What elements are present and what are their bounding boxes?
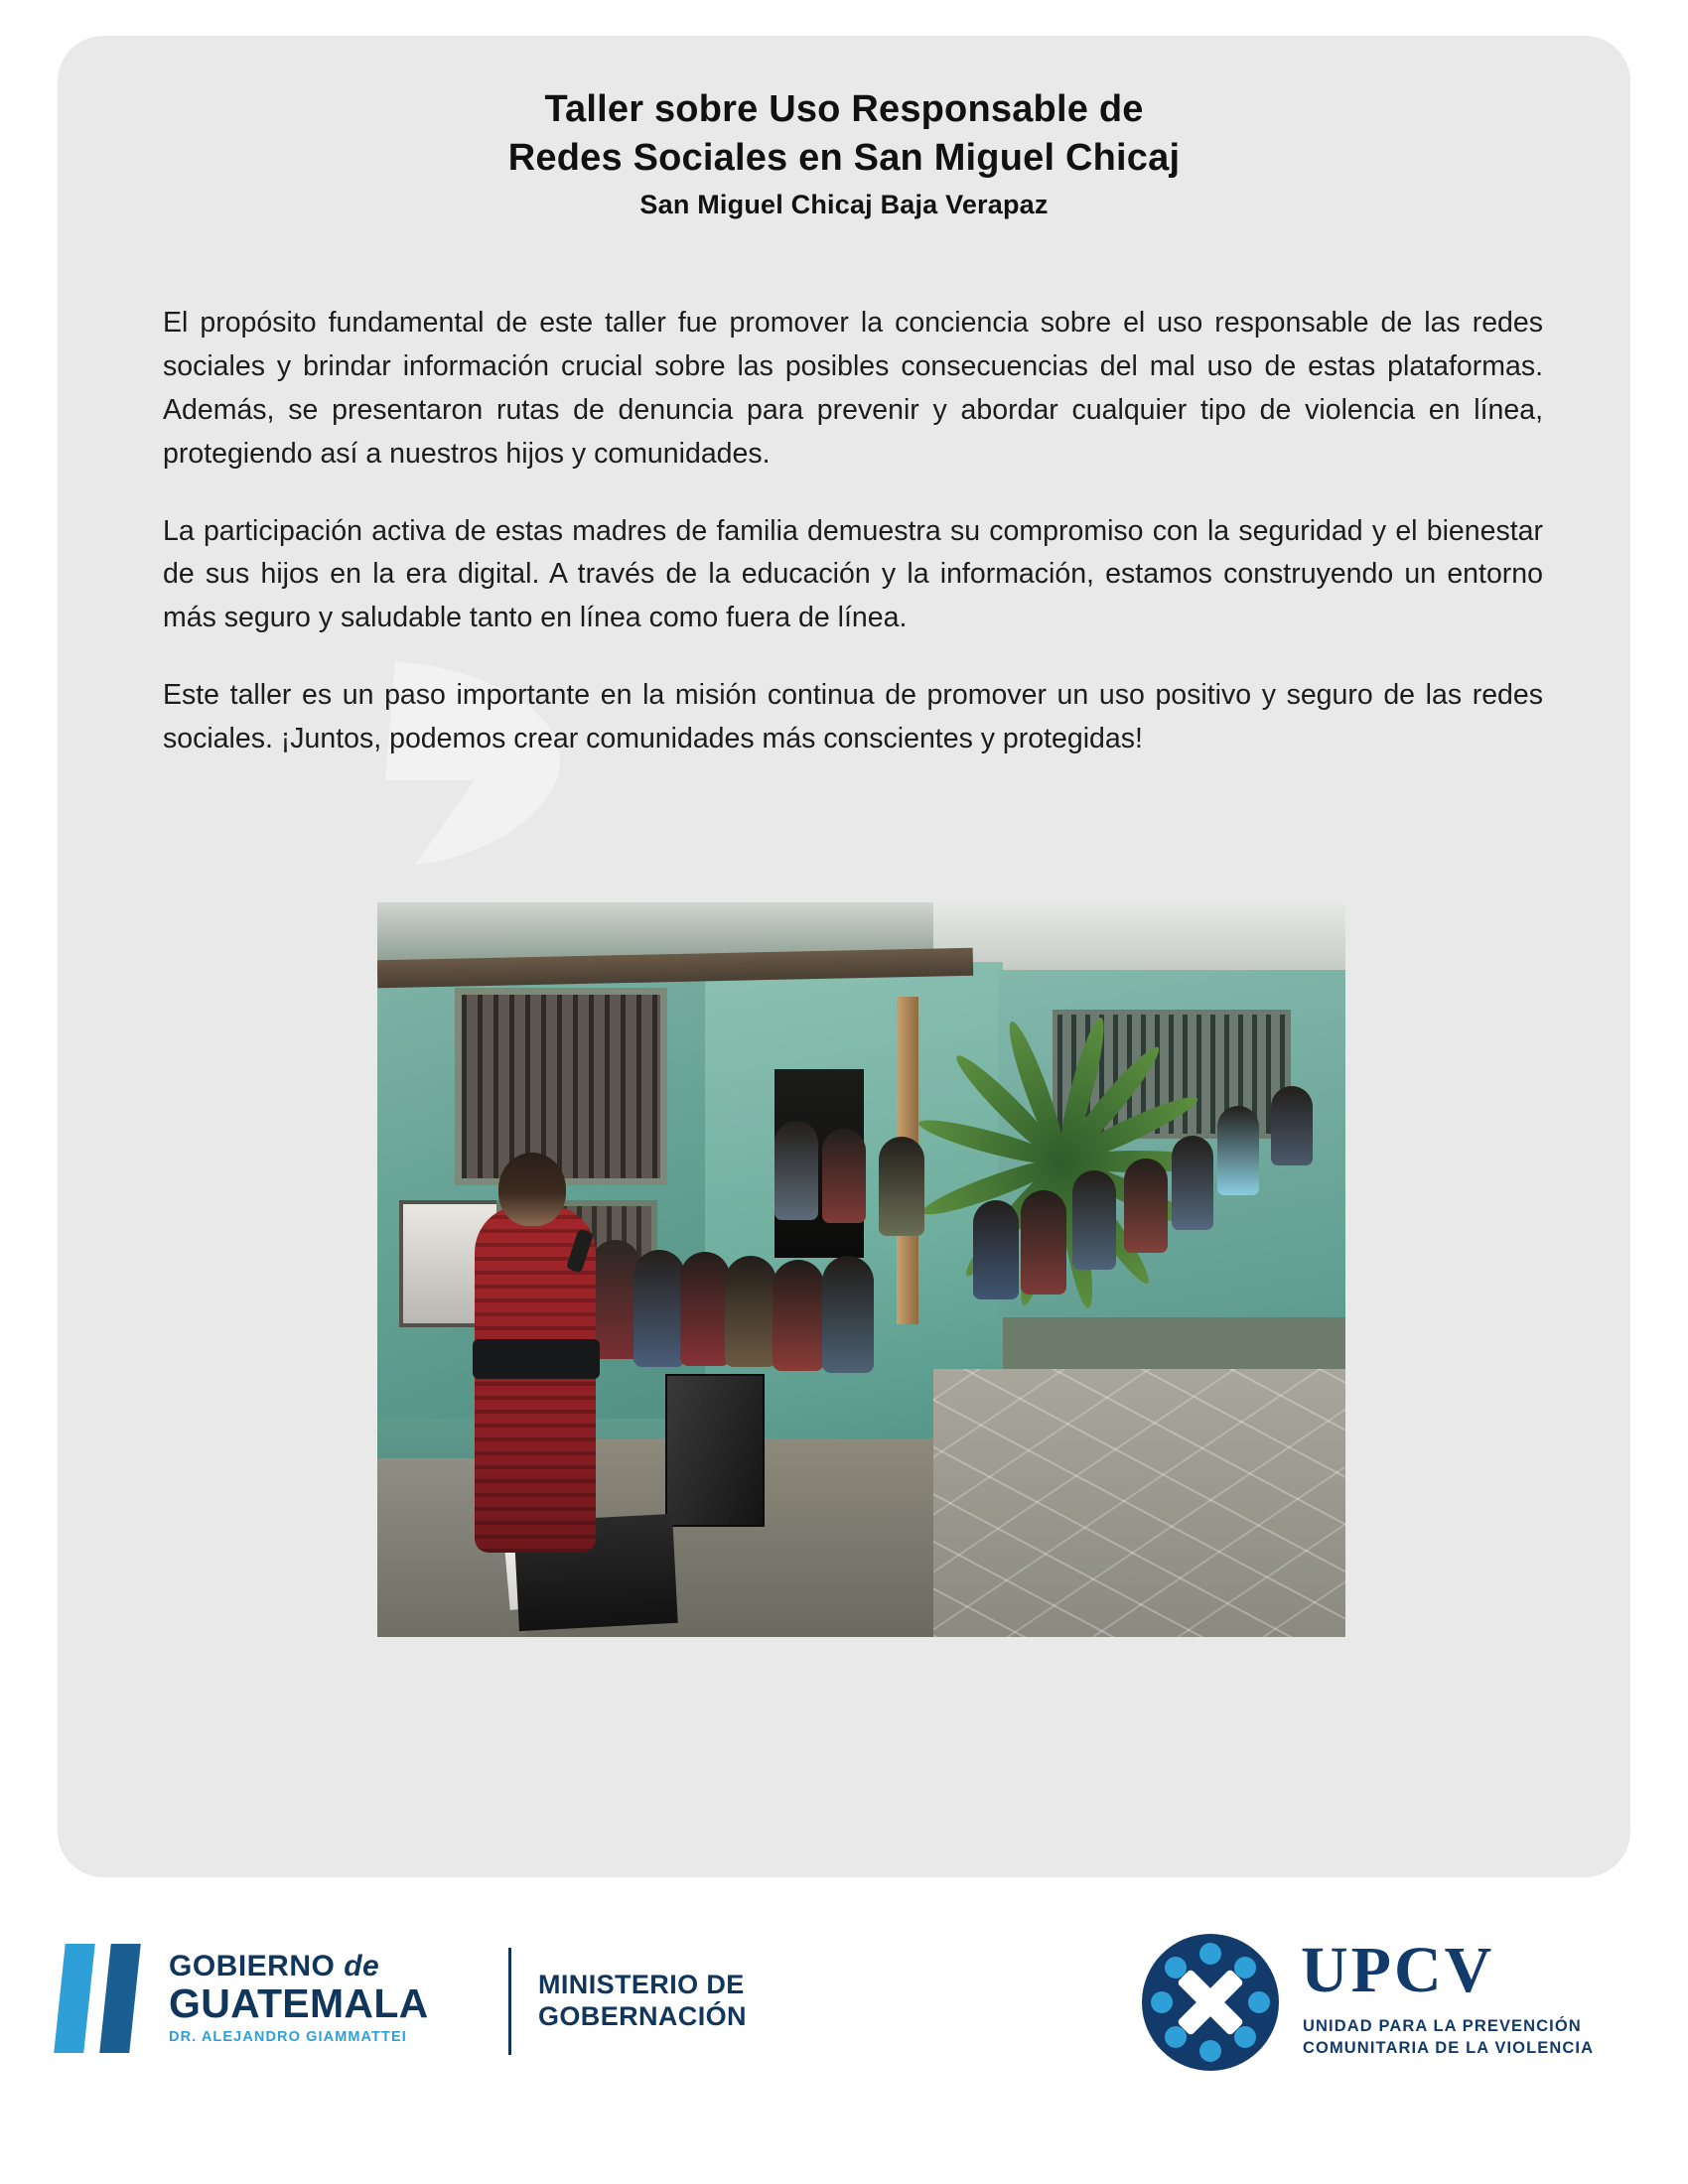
upcv-subtitle-line-1: UNIDAD PARA LA PREVENCIÓN xyxy=(1303,2017,1582,2035)
logo-bar-light-icon xyxy=(54,1944,95,2053)
paragraph-2: La participación activa de estas madres de familia demuestra su compromiso con la seguridad y el bienestar de sus hijos en la era digital. A través de la educación y la información, estamos construyendo un entorno más seguro y saludable tanto en línea como fuera de línea. xyxy=(163,514,1543,634)
ministry-line-2: GOBERNACIÓN xyxy=(538,2000,747,2031)
photo-audience-member xyxy=(1217,1106,1259,1195)
photo-audience-member xyxy=(633,1250,685,1367)
photo-audience-member xyxy=(773,1260,824,1371)
photo-audience-member xyxy=(1021,1190,1066,1295)
gobierno-line-1 xyxy=(169,1950,496,1983)
upcv-logo xyxy=(1142,1926,1618,2085)
gobierno-de-guatemala-logo xyxy=(60,1934,755,2073)
photo-window-barred xyxy=(455,988,667,1185)
photo-audience-member xyxy=(1172,1136,1213,1230)
photo-presenter-belt xyxy=(473,1339,600,1379)
upcv-subtitle-line-2: COMUNITARIA DE LA VIOLENCIA xyxy=(1303,2039,1595,2057)
upcv-wordmark: UPCV xyxy=(1301,1934,1495,2006)
photo-audience-member xyxy=(774,1121,818,1220)
workshop-photo xyxy=(377,902,1345,1637)
photo-audience-member xyxy=(822,1256,874,1373)
photo-audience-member xyxy=(973,1200,1019,1299)
upcv-emblem-icon xyxy=(1142,1934,1279,2071)
photo-audience-member xyxy=(1271,1086,1313,1165)
photo-audience-member xyxy=(725,1256,776,1367)
ministry-text xyxy=(538,1970,747,2033)
body-text xyxy=(163,302,1543,761)
photo-audience-member xyxy=(1072,1170,1116,1270)
photo-presenter-head xyxy=(498,1153,566,1226)
page-title xyxy=(58,85,1630,220)
logo-bar-dark-icon xyxy=(99,1944,141,2053)
upcv-emblem-inner xyxy=(1165,1957,1256,2048)
photo-loudspeaker xyxy=(665,1374,765,1527)
gobierno-de-word: de xyxy=(344,1950,380,1982)
paragraph-3: Este taller es un paso importante en la misión continua de promover un uso positivo y seguro de las redes sociales. ¡Juntos, podemos crear comunidades más conscientes y protegidas! xyxy=(163,679,1543,754)
photo-audience-member xyxy=(1124,1159,1168,1253)
guatemala-word: GUATEMALA xyxy=(169,1980,429,2026)
title-line-1: Taller sobre Uso Responsable de xyxy=(544,88,1144,130)
photo-stone-paving xyxy=(933,1369,1345,1637)
photo-audience-member xyxy=(822,1129,866,1223)
footer-logos xyxy=(0,1916,1688,2115)
president-name: DR. ALEJANDRO GIAMMATTEI xyxy=(169,2028,407,2045)
photo-canvas xyxy=(377,902,1345,1637)
logo-divider xyxy=(508,1948,511,2055)
page-subtitle: San Miguel Chicaj Baja Verapaz xyxy=(639,190,1049,220)
gobierno-text xyxy=(169,1950,496,2045)
paragraph-1: El propósito fundamental de este taller fue promover la conciencia sobre el uso responsable de las redes sociales y brindar información crucial sobre las posibles consecuencias del mal uso de estas plataformas. Además, se presentaron rutas de denuncia para prevenir y abordar cualquier tipo de violencia en línea, protegiendo así a nuestros hijos y comunidades. xyxy=(163,307,1543,470)
document-page xyxy=(58,36,1630,1877)
photo-audience-member xyxy=(680,1252,730,1366)
title-line-2: Redes Sociales en San Miguel Chicaj xyxy=(507,136,1181,179)
ministry-line-1: MINISTERIO DE xyxy=(538,1970,745,1999)
gobierno-word: GOBIERNO xyxy=(169,1950,336,1982)
photo-audience-member xyxy=(879,1137,924,1236)
